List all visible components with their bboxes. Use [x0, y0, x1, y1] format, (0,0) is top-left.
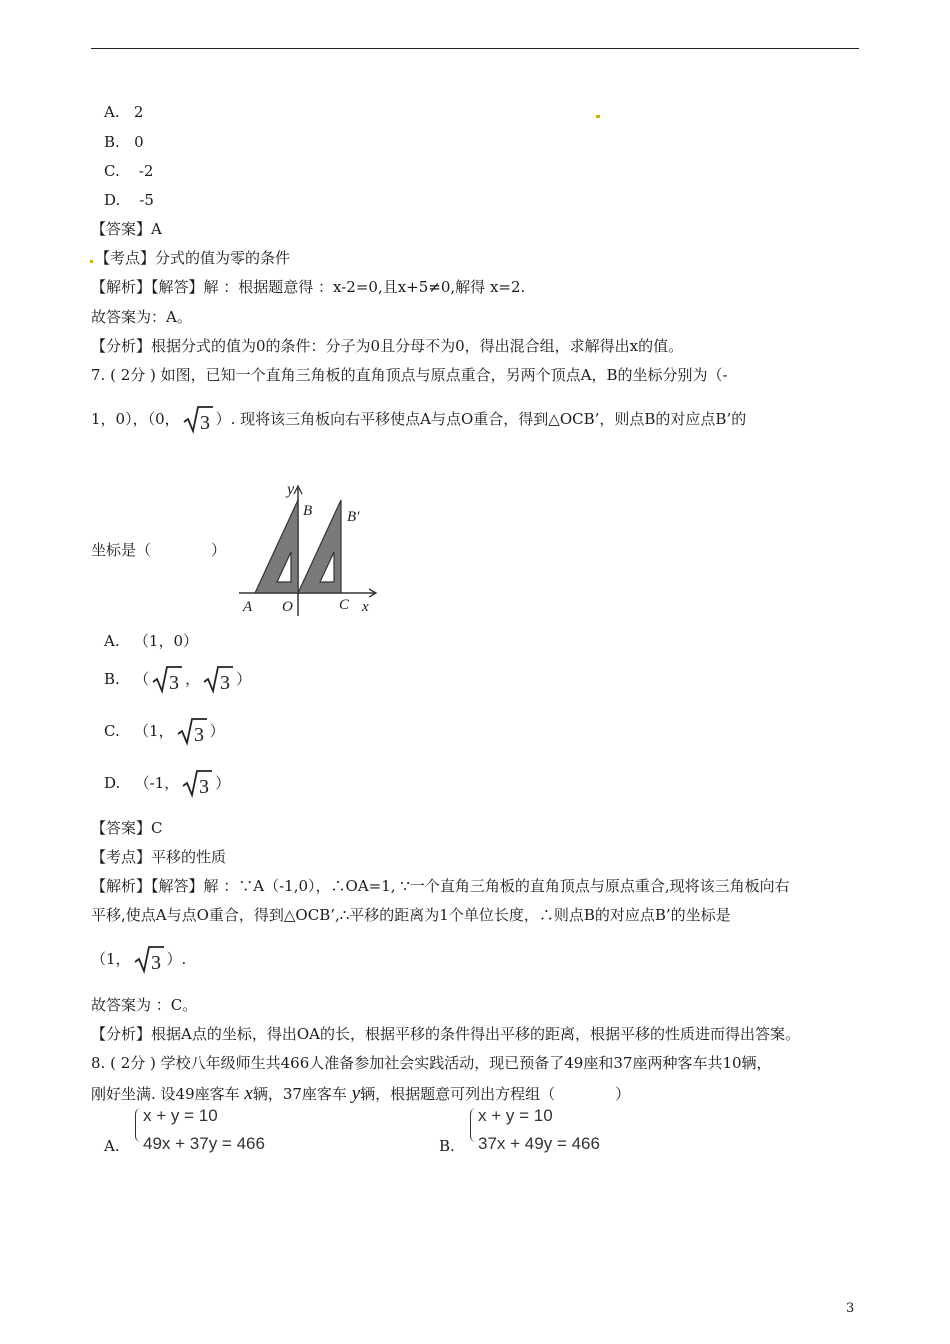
label-b: B	[303, 503, 313, 519]
q6-topic: 【考点】分式的值为零的条件	[95, 249, 291, 267]
q7-method: 【分析】根据A点的坐标，得出OA的长，根据平移的条件得出平移的距离，根据平移的性质进而得出答案。	[91, 1025, 800, 1043]
svg-text:3: 3	[199, 776, 210, 798]
sqrt3-symbol	[202, 665, 234, 695]
brace	[135, 1108, 141, 1142]
q8-stem-line1: 8. ( 2分 ) 学校八年级师生共466人准备参加社会实践活动，现已预备了49座和37座两种客车共10辆，	[91, 1054, 772, 1072]
svg-text:3: 3	[193, 724, 204, 746]
q6-analysis: 【解析】【解答】解 ：根据题意得 ：x-2=0,且x+5≠0,解得 x=2.	[91, 278, 526, 296]
q7-stem-line1: 7. ( 2分 ) 如图，已知一个直角三角板的直角顶点与原点重合，另两个顶点A，B的坐标分别为（-	[91, 366, 728, 384]
stray-mark	[596, 115, 600, 118]
page-number: 3	[846, 1301, 855, 1316]
label-b-prime: B′	[347, 509, 360, 525]
sqrt3-symbol	[133, 945, 165, 975]
triangle-aob	[255, 500, 298, 593]
label-y: y	[287, 481, 295, 498]
equation-1: x + y = 10	[143, 1106, 218, 1125]
label-a: A	[243, 599, 253, 615]
q6-option-a: A. 2	[104, 103, 144, 121]
var-y: y	[351, 1083, 361, 1104]
q6-method: 【分析】根据分式的值为0的条件：分子为0且分母不为0，得出混合组，求解得出x的值。	[91, 337, 684, 355]
var-x: x	[244, 1083, 253, 1104]
equation-2: 37x + 49y = 466	[478, 1134, 600, 1153]
sqrt3-symbol	[151, 665, 183, 695]
svg-text:3: 3	[169, 672, 180, 694]
svg-text:3: 3	[199, 412, 210, 434]
q8-option-a-letter: A.	[104, 1137, 120, 1155]
label-x: x	[362, 599, 369, 615]
q6-option-c: C. -2	[104, 162, 154, 180]
equation-1: x + y = 10	[478, 1106, 553, 1125]
q7-option-b: B. （ 3 ， 3 ）	[104, 664, 251, 695]
svg-text:3: 3	[220, 672, 231, 694]
q8-option-b-letter: B.	[439, 1137, 455, 1155]
q7-analysis-line1: 【解析】【解答】解 ：∵A（-1,0），∴OA=1, ∵一个直角三角板的直角顶点与原点重合,现将该三角板向右	[91, 877, 790, 895]
q7-topic: 【考点】平移的性质	[91, 848, 227, 866]
svg-text:3: 3	[150, 952, 161, 974]
sqrt3-symbol	[176, 717, 208, 747]
q7-option-a: A. （1，0）	[104, 632, 199, 650]
label-c: C	[339, 597, 350, 613]
q7-option-c: C. （1， 3 ）	[104, 716, 225, 747]
q6-option-d: D. -5	[104, 191, 154, 209]
q7-analysis-line2: 平移,使点A与点O重合，得到△OCB’,∴平移的距离为1个单位长度，∴则点B的对应点B’的坐标是	[91, 906, 731, 924]
q7-figure	[235, 478, 385, 618]
header-rule	[91, 48, 859, 49]
stray-mark-left	[90, 260, 93, 263]
q6-conclusion: 故答案为：A。	[91, 308, 192, 326]
sqrt3-symbol	[181, 769, 213, 799]
q7-answer: 【答案】C	[91, 819, 163, 837]
q8-stem-line2: 刚好坐满. 设49座客车 x辆，37座客车 y辆，根据题意可列出方程组（ ）	[91, 1083, 631, 1104]
q7-stem-line2: 1，0），（0， 3 ）. 现将该三角板向右平移使点A与点O重合，得到△OCB’，则点B的对应点B’的	[91, 404, 746, 435]
brace	[470, 1108, 476, 1142]
q7-option-d: D. （-1， 3 ）	[104, 768, 230, 799]
sqrt3-symbol	[182, 405, 214, 435]
equation-2: 49x + 37y = 466	[143, 1134, 265, 1153]
label-o: O	[282, 599, 293, 615]
q6-answer: 【答案】A	[91, 220, 162, 238]
q8-option-b-system	[470, 1106, 630, 1154]
q7-stem-line3: 坐标是（ ）	[91, 541, 227, 559]
q6-option-b: B. 0	[104, 133, 144, 151]
q8-option-a-system	[135, 1106, 295, 1154]
q7-analysis-line3: （1， 3 ）.	[91, 944, 186, 975]
q7-conclusion: 故答案为 ：C。	[91, 996, 198, 1014]
